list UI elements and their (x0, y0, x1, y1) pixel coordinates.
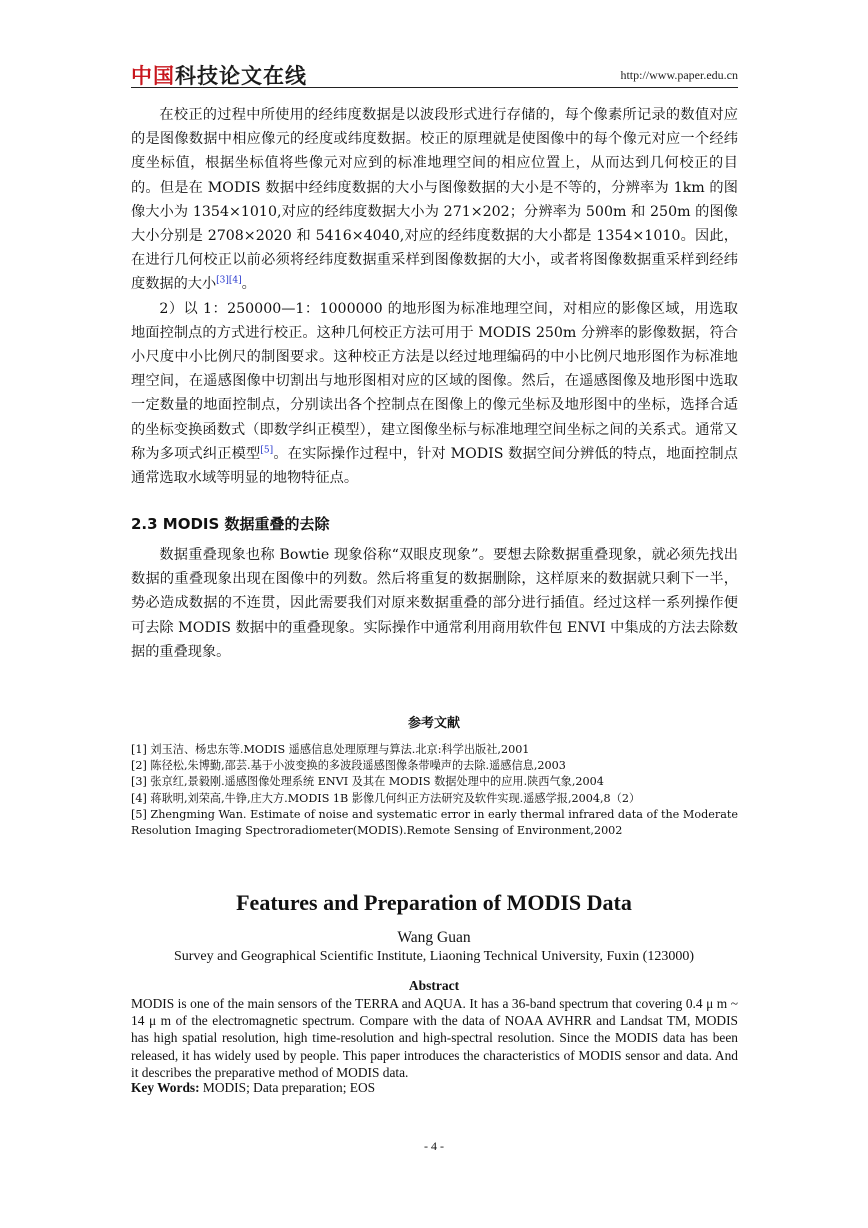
keywords-label: Key Words: (131, 1080, 200, 1095)
english-author: Wang Guan (397, 929, 471, 946)
keywords-line (131, 1080, 375, 1096)
logo-red-text: 中国 (131, 64, 175, 88)
paragraph-2-text: 2）以 1：250000—1：1000000 的地形图为标准地理空间，对相应的影像区域，用选取地面控制点的方式进行校正。这种几何校正方法可用于 MODIS 250m 分辨率的影像数据，符合小尺度中小比例尺的制图要求。这种校正方法是以经过地理编码的中小比例尺地形图作为标准地理空间，在遥感图像中切割出与地形图相对应的区域的图像。然后，在遥感图像及地形图中选取一定数量的地面控制点，分别读出各个控制点在图像上的像元坐标及地形图中的坐标，选择合适的坐标变换函数式（即数学纠正模型），建立图像坐标与标准地理空间坐标之间的关系式。通常又称为多项式纠正模型 (131, 300, 738, 462)
paragraph-2-end: 。在实际操作过程中，针对 MODIS 数据空间分辨低的特点，地面控制点通常选取水域等明显的地物特征点。 (131, 445, 738, 487)
section-paragraph: 数据重叠现象也称 Bowtie 现象俗称“双眼皮现象”。要想去除数据重叠现象，就必须先找出数据的重叠现象出现在图像中的列数。然后将重复的数据删除，这样原来的数据就只剩下一半，势必造成数据的不连贯，因此需要我们对原来数据重叠的部分进行插值。经过这样一系列操作便可去除 MODIS 数据中的重叠现象。实际操作中通常利用商用软件包 ENVI 中集成的方法去除数据的重叠现象。 (131, 547, 738, 660)
page-header (131, 58, 738, 88)
reference-item: [4] 蒋耿明,刘荣高,牛铮,庄大方.MODIS 1B 影像几何纠正方法研究及软件实现.遥感学报,2004,8（2） (131, 791, 641, 805)
header-divider (131, 87, 738, 88)
paragraph-2 (131, 297, 738, 491)
citation-5[interactable]: [5] (260, 445, 274, 456)
paragraph-1 (131, 103, 738, 297)
english-title: Features and Preparation of MODIS Data (236, 890, 632, 915)
section-heading: 2.3 MODIS 数据重叠的去除 (131, 515, 330, 533)
keywords-text: MODIS; Data preparation; EOS (199, 1080, 376, 1095)
citation-3-4[interactable]: [3][4] (216, 275, 242, 286)
references-list (131, 742, 738, 839)
reference-item: [2] 陈径松,朱博勤,邵芸.基于小波变换的多波段遥感图像条带噪声的去除.遥感信息,2003 (131, 759, 566, 773)
reference-item: [1] 刘玉洁、杨忠东等.MODIS 遥感信息处理原理与算法.北京:科学出版社,2001 (131, 743, 530, 756)
header-url[interactable]: http://www.paper.edu.cn (620, 68, 738, 82)
page-number: - 4 - (424, 1139, 444, 1153)
journal-logo (131, 60, 307, 90)
abstract-text: MODIS is one of the main sensors of the TERRA and AQUA. It has a 36-band spectrum that covering 0.4 μ m ~ 14 μ m of the electromagnetic spectrum. Compare with the data of NOAA AVHRR and Landsat TM, MODIS has high spatial resolution, high time-resolution and high-spectral resolution. Since the MODIS data has been released, it has widely used by people. This paper introduces the characteristics of MODIS sensor and data. And it describes the preparative method of MODIS data. (131, 996, 738, 1080)
paragraph-1-text: 在校正的过程中所使用的经纬度数据是以波段形式进行存储的，每个像素所记录的数值对应的是图像数据中相应像元的经度或纬度数据。校正的原理就是使图像中的每个像元对应一个经纬度坐标值，根据坐标值将些像元对应到的标准地理空间的相应位置上，从而达到几何校正的目的。但是在 MODIS 数据中经纬度数据的大小与图像数据的大小是不等的，分辨率为 1km 的图像大小为 1354×1010,对应的经纬度数据大小为 271×202；分辨率为 500m 和 250m 的图像大小分别是 2708×2020 和 5416×4040,对应的经纬度数据的大小都是 1354×1010。因此，在进行几何校正以前必须将经纬度数据重采样到图像数据的大小，或者将图像数据重采样到经纬度数据的大小 (131, 107, 738, 293)
english-affiliation: Survey and Geographical Scientific Institute, Liaoning Technical University, Fuxin (123000) (173, 949, 694, 964)
paragraph-1-end: 。 (241, 276, 256, 293)
reference-item: [3] 张京红,景毅刚.遥感图像处理系统 ENVI 及其在 MODIS 数据处理中的应用.陕西气象,2004 (131, 775, 604, 789)
body-paragraphs (131, 103, 738, 490)
section-body (131, 543, 738, 664)
logo-dark-text: 科技论文在线 (175, 64, 307, 88)
abstract-label: Abstract (408, 978, 460, 993)
references-title: 参考文献 (407, 716, 460, 731)
reference-item: [5] Zhengming Wan. Estimate of noise and systematic error in early thermal infrared data of the Moderate Resolution Imaging Spectroradiometer(MODIS).Remote Sensing of Environment,2002 (131, 807, 738, 838)
